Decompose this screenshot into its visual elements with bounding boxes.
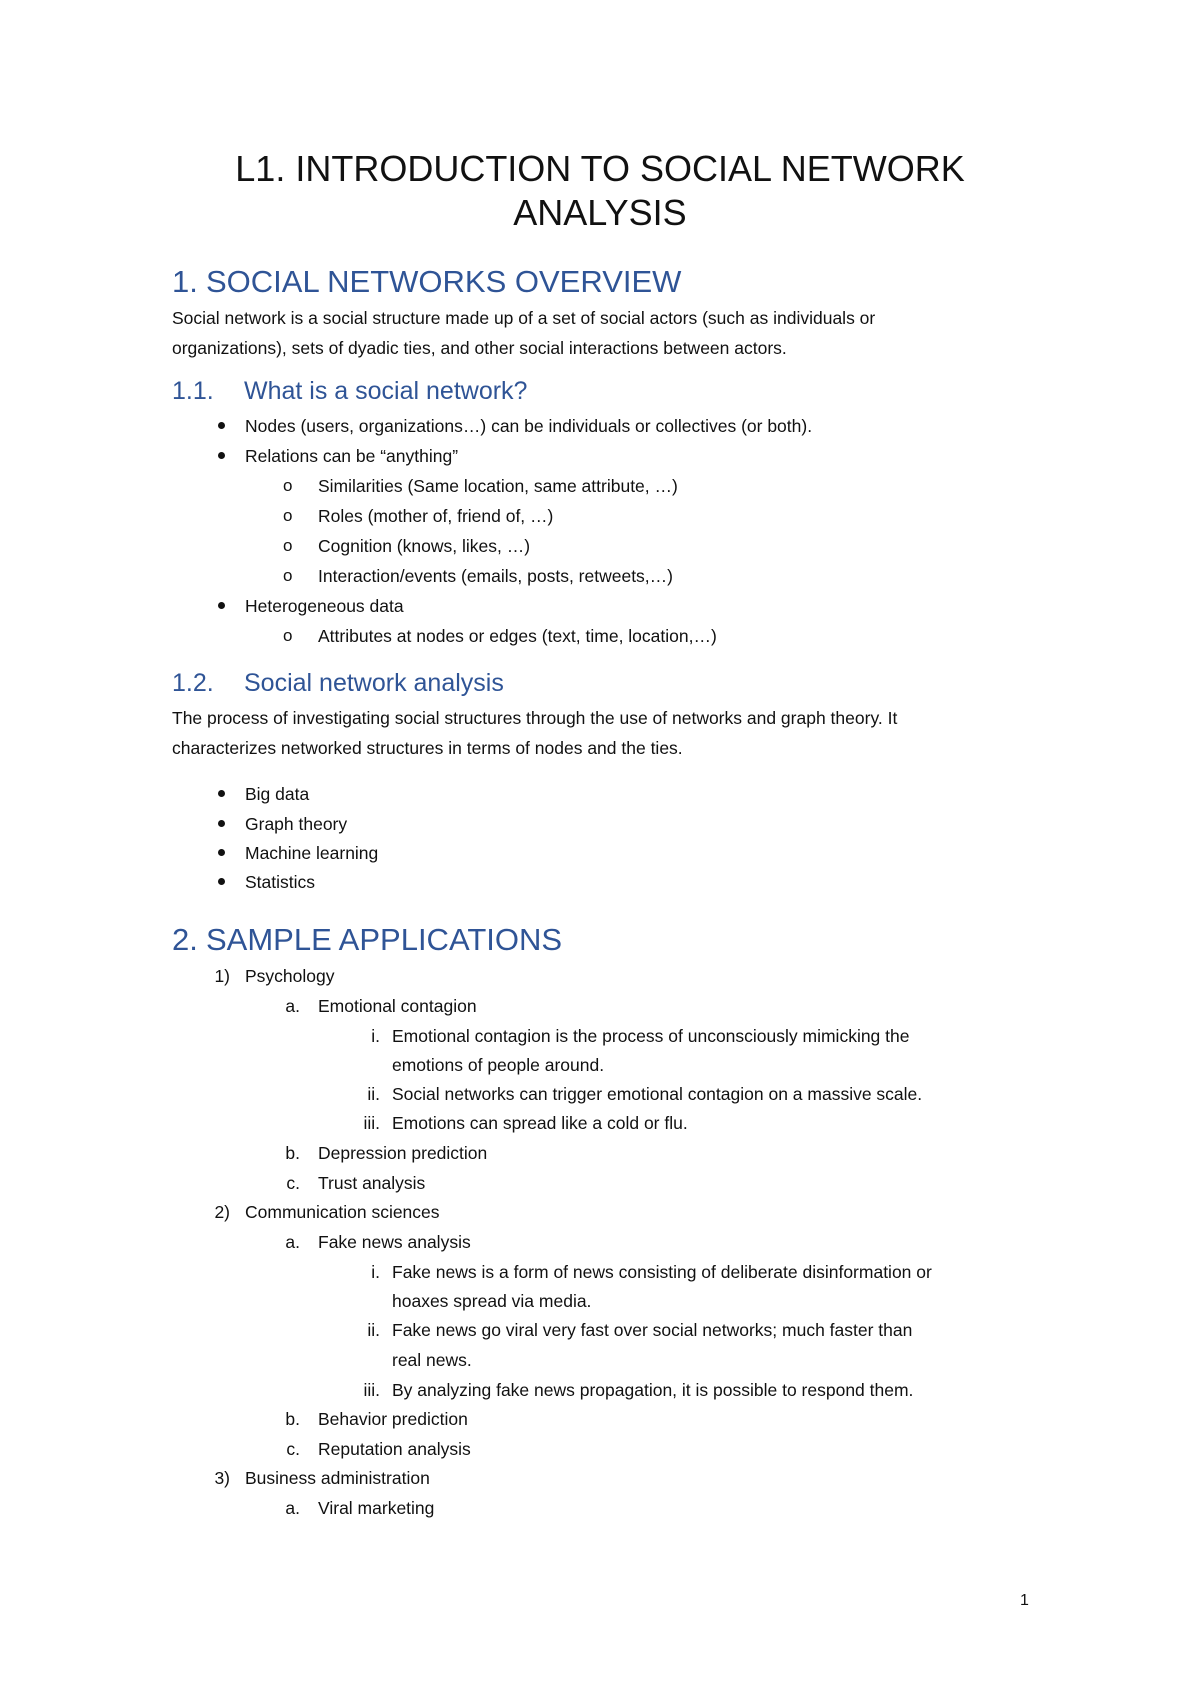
document-title-line1: L1. INTRODUCTION TO SOCIAL NETWORK [235, 148, 965, 189]
list-item: Fake news go viral very fast over social networks; much faster than [392, 1320, 913, 1340]
section-2-heading [172, 922, 562, 958]
list-item: Emotional contagion [318, 996, 477, 1016]
circle-bullet-icon: o [283, 506, 293, 525]
list-item: Heterogeneous data [245, 596, 404, 616]
bullet-icon [218, 878, 225, 885]
section-1-heading [172, 264, 681, 300]
section-1-2-heading [172, 668, 504, 698]
list-marker: 3) [214, 1468, 230, 1488]
section-2-title: SAMPLE APPLICATIONS [206, 922, 563, 957]
section-1-2-paragraph-line2: characterizes networked structures in terms of nodes and the ties. [172, 738, 683, 758]
list-marker: b. [285, 1143, 300, 1163]
list-item: Reputation analysis [318, 1439, 471, 1459]
section-1-1-heading [172, 376, 527, 406]
section-2-number: 2. [172, 922, 198, 957]
list-marker: ii. [367, 1320, 380, 1340]
bullet-icon [218, 452, 225, 459]
section-1-number: 1. [172, 264, 198, 299]
list-item: Roles (mother of, friend of, …) [318, 506, 554, 526]
list-item: Interaction/events (emails, posts, retweets,…) [318, 566, 673, 586]
section-1-1-title: What is a social network? [244, 377, 528, 405]
list-item: Emotional contagion is the process of unconsciously mimicking the [392, 1026, 910, 1046]
list-item: By analyzing fake news propagation, it is possible to respond them. [392, 1380, 914, 1400]
list-item: Statistics [245, 872, 316, 892]
section-1-paragraph-line2: organizations), sets of dyadic ties, and other social interactions between actors. [172, 338, 787, 358]
list-marker: i. [371, 1262, 380, 1282]
list-item: Emotions can spread like a cold or flu. [392, 1113, 688, 1133]
bullet-icon [218, 602, 225, 609]
list-marker: b. [285, 1409, 300, 1429]
list-item: Big data [245, 784, 310, 804]
list-item-continuation: emotions of people around. [392, 1055, 605, 1075]
list-item: Machine learning [245, 843, 379, 863]
list-item: Nodes (users, organizations…) can be individuals or collectives (or both). [245, 416, 813, 436]
section-1-2-title: Social network analysis [244, 669, 504, 697]
circle-bullet-icon: o [283, 536, 293, 555]
section-1-2-number: 1.2. [172, 669, 214, 697]
list-marker: iii. [363, 1380, 380, 1400]
list-item: Communication sciences [245, 1202, 440, 1222]
list-marker: iii. [363, 1113, 380, 1133]
list-marker: i. [371, 1026, 380, 1046]
list-item-continuation: real news. [392, 1350, 472, 1370]
list-item: Fake news is a form of news consisting of deliberate disinformation or [392, 1262, 932, 1282]
list-marker: a. [285, 1232, 300, 1252]
bullet-icon [218, 820, 225, 827]
document-title-line2: ANALYSIS [513, 192, 687, 233]
circle-bullet-icon: o [283, 626, 293, 645]
list-item: Fake news analysis [318, 1232, 471, 1252]
list-item: Relations can be “anything” [245, 446, 459, 466]
list-marker: c. [286, 1439, 300, 1459]
section-1-2-paragraph-line1: The process of investigating social structures through the use of networks and graph theory. It [172, 708, 898, 728]
bullet-icon [218, 422, 225, 429]
section-1-title: SOCIAL NETWORKS OVERVIEW [206, 264, 682, 299]
section-1-1-number: 1.1. [172, 377, 214, 405]
list-item-continuation: hoaxes spread via media. [392, 1291, 592, 1311]
list-item: Attributes at nodes or edges (text, time, location,…) [318, 626, 717, 646]
list-item: Behavior prediction [318, 1409, 468, 1429]
circle-bullet-icon: o [283, 566, 293, 585]
list-item: Psychology [245, 966, 335, 986]
page-number: 1 [1020, 1592, 1029, 1609]
list-item: Graph theory [245, 814, 348, 834]
list-marker: 1) [214, 966, 230, 986]
list-item: Depression prediction [318, 1143, 488, 1163]
list-item: Cognition (knows, likes, …) [318, 536, 531, 556]
bullet-icon [218, 790, 225, 797]
list-marker: a. [285, 1498, 300, 1518]
list-marker: ii. [367, 1084, 380, 1104]
section-1-paragraph-line1: Social network is a social structure made up of a set of social actors (such as individuals or [172, 308, 876, 328]
list-marker: 2) [214, 1202, 230, 1222]
list-item: Similarities (Same location, same attribute, …) [318, 476, 678, 496]
list-marker: a. [285, 996, 300, 1016]
list-item: Business administration [245, 1468, 430, 1488]
circle-bullet-icon: o [283, 476, 293, 495]
list-marker: c. [286, 1173, 300, 1193]
list-item: Viral marketing [318, 1498, 435, 1518]
bullet-icon [218, 849, 225, 856]
list-item: Trust analysis [318, 1173, 426, 1193]
list-item: Social networks can trigger emotional contagion on a massive scale. [392, 1084, 923, 1104]
